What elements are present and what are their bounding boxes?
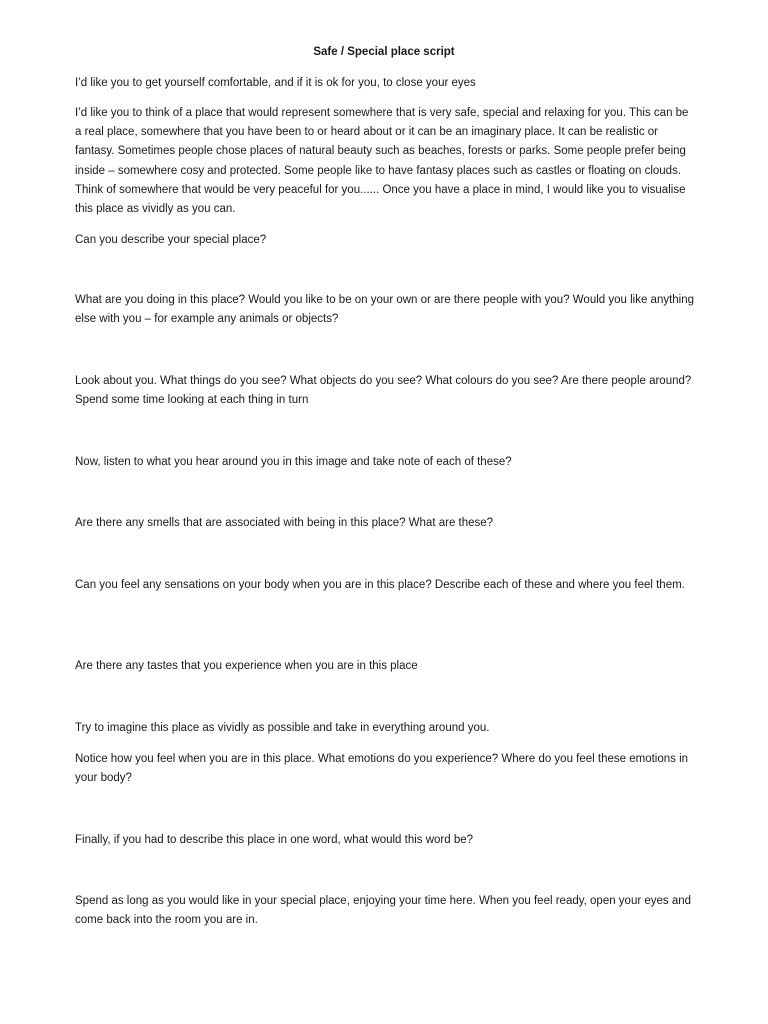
- paragraph-intro: I’d like you to get yourself comfortable, and if it is ok for you, to close your eyes: [75, 77, 476, 89]
- paragraph-listen: Now, listen to what you hear around you in this image and take note of each of these?: [75, 456, 512, 468]
- paragraph-imagine-vividly: Try to imagine this place as vividly as possible and take in everything around you.: [75, 722, 490, 734]
- paragraph-think-of-place: I’d like you to think of a place that would represent somewhere that is very safe, special and relaxing for you. This can be a real place, somewhere that you have been to or heard about or it can be an imaginary place. It can be realistic or fantasy. Sometimes people chose places of natural beauty such as beaches, forests or parks. Some people prefer being inside – somewhere cosy and protected. Some people like to have fantasy places such as castles or floating on clouds. Think of somewhere that would be very peaceful for you...... Once you have a place in mind, I would like you to visualise this place as vividly as you can.: [75, 107, 689, 216]
- paragraph-closing: Spend as long as you would like in your special place, enjoying your time here. When you feel ready, open your eyes and come back into the room you are in.: [75, 895, 692, 927]
- paragraph-what-doing: What are you doing in this place? Would you like to be on your own or are there people with you? Would you like anything else with you – for example any animals or objects?: [75, 294, 695, 326]
- paragraph-tastes: Are there any tastes that you experience when you are in this place: [75, 660, 418, 672]
- paragraph-smells: Are there any smells that are associated with being in this place? What are these?: [75, 517, 494, 529]
- paragraph-notice-feelings: Notice how you feel when you are in this place. What emotions do you experience? Where do you feel these emotions in your body?: [75, 753, 689, 785]
- paragraph-one-word: Finally, if you had to describe this place in one word, what would this word be?: [75, 834, 474, 846]
- document-title: Safe / Special place script: [313, 46, 455, 58]
- paragraph-sensations: Can you feel any sensations on your body when you are in this place? Describe each of these and where you feel them.: [75, 579, 685, 591]
- paragraph-look-about: Look about you. What things do you see? What objects do you see? What colours do you see? Are there people around? Spend some time looking at each thing in turn: [75, 375, 692, 407]
- paragraph-describe-place: Can you describe your special place?: [75, 234, 267, 246]
